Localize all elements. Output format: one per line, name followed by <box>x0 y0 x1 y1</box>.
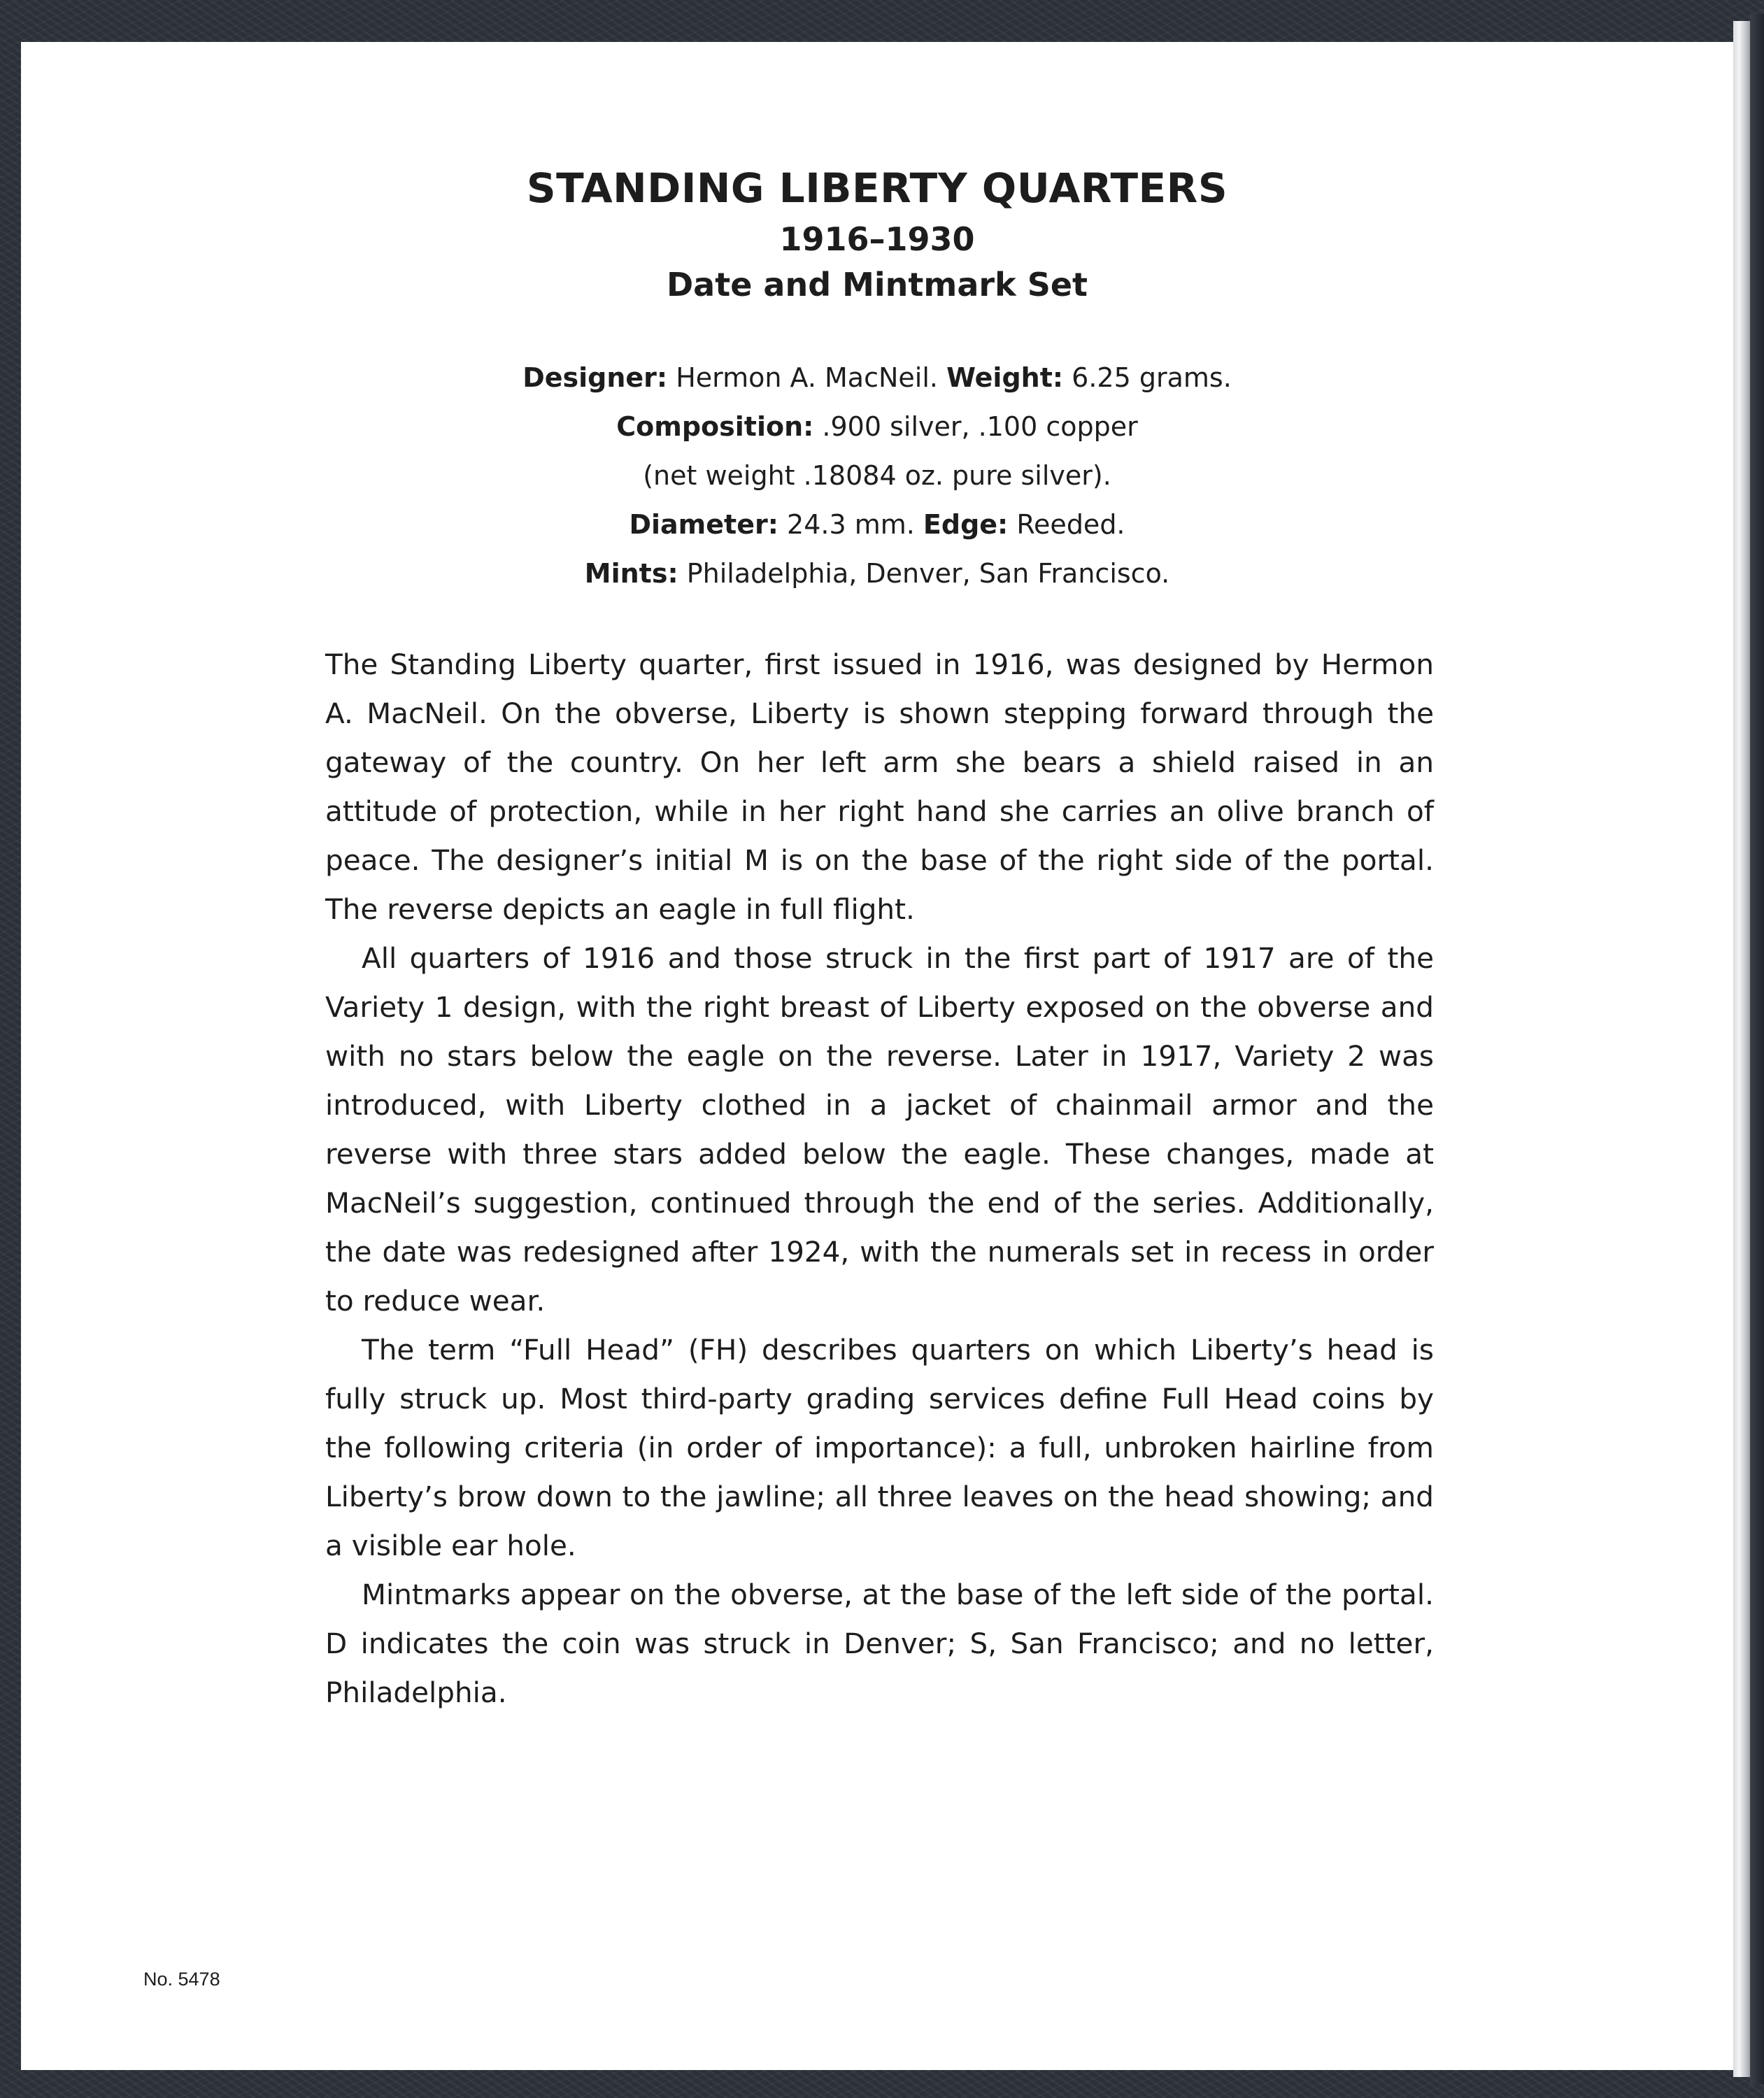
composition-label: Composition: <box>616 411 814 442</box>
specifications <box>21 353 1733 598</box>
net-weight-value: (net weight .18084 oz. pure silver). <box>643 460 1111 491</box>
edge-value: Reeded. <box>1016 509 1125 540</box>
composition-value: .900 silver, .100 copper <box>822 411 1138 442</box>
mints-label: Mints: <box>584 558 678 589</box>
designer-label: Designer: <box>522 362 668 393</box>
paragraph-mintmarks: Mintmarks appear on the obverse, at the base of the left side of the portal. D indicates the coin was struck in Denver; S, San Francisco; and no letter, Philadelphia. <box>325 1578 1434 1709</box>
weight-value: 6.25 grams. <box>1072 362 1232 393</box>
diameter-label: Diameter: <box>629 509 778 540</box>
page-subtitle: Date and Mintmark Set <box>666 266 1088 304</box>
spec-line-composition <box>21 402 1733 451</box>
album-spine <box>1733 21 1750 2077</box>
spec-line-net-weight <box>21 451 1733 500</box>
spec-line-mints <box>21 549 1733 598</box>
catalog-number: No. 5478 <box>143 1969 220 1990</box>
description-body <box>325 640 1434 1717</box>
edge-label: Edge: <box>923 509 1009 540</box>
diameter-value: 24.3 mm. <box>787 509 915 540</box>
page-title: STANDING LIBERTY QUARTERS <box>526 164 1228 212</box>
mints-value: Philadelphia, Denver, San Francisco. <box>686 558 1170 589</box>
weight-label: Weight: <box>946 362 1064 393</box>
album-page <box>21 42 1733 2070</box>
spec-line-diameter-edge <box>21 500 1733 549</box>
paragraph-varieties: All quarters of 1916 and those struck in the first part of 1917 are of the Variety 1 design, with the right breast of Liberty exposed on the obverse and with no stars below the eagle on the reverse. Later in 1917, Variety 2 was introduced, with Liberty clothed in a jacket of chainmail armor and the reverse with three stars added below the eagle. These changes, made at MacNeil’s suggestion, continued through the end of the series. Additionally, the date was redesigned after 1924, with the numerals set in recess in order to reduce wear. <box>325 941 1434 1318</box>
album-spine-edge <box>1750 14 1764 2084</box>
designer-value: Hermon A. MacNeil. <box>676 362 938 393</box>
date-range: 1916–1930 <box>779 220 975 258</box>
paragraph-full-head: The term “Full Head” (FH) describes quarters on which Liberty’s head is fully struck up. Most third-party grading services define Full Head coins by the following criteria (in order of importance): a full, unbroken hairline from Liberty’s brow down to the jawline; all three leaves on the head showing; and a visible ear hole. <box>325 1333 1434 1562</box>
paragraph-intro: The Standing Liberty quarter, first issued in 1916, was designed by Hermon A. MacNeil. On the obverse, Liberty is shown stepping forward through the gateway of the country. On her left arm she bears a shield raised in an attitude of protection, while in her right hand she carries an olive branch of peace. The designer’s initial M is on the base of the right side of the portal. The reverse depicts an eagle in full flight. <box>325 648 1434 926</box>
spec-line-designer-weight <box>21 353 1733 402</box>
